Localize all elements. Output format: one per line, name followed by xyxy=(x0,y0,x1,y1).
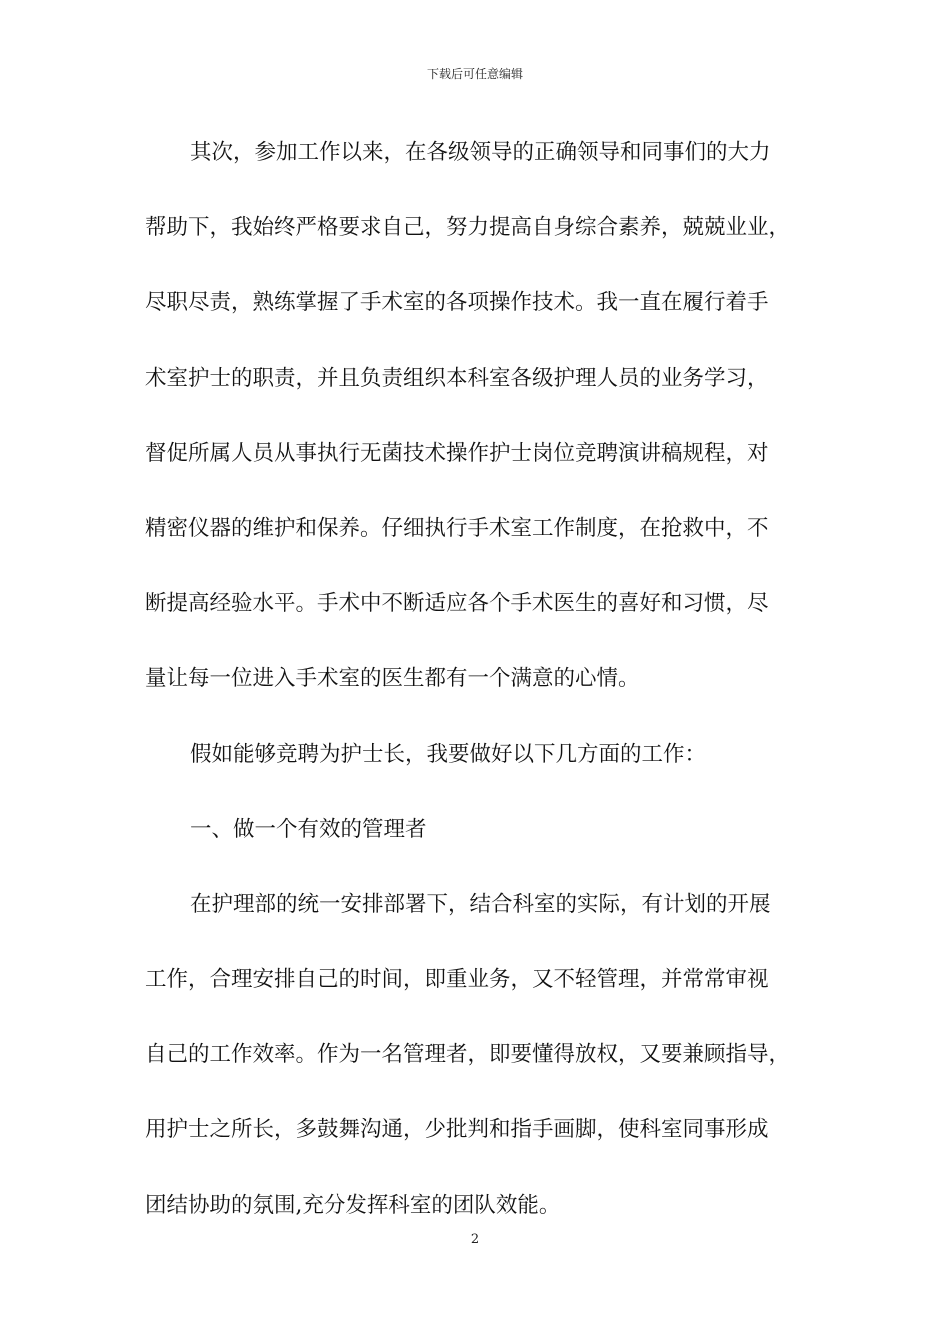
paragraph-line: 团结协助的氛围,充分发挥科室的团队效能。 xyxy=(145,1192,561,1218)
document-body xyxy=(145,120,813,1248)
paragraph-line: 精密仪器的维护和保养。仔细执行手术室工作制度，在抢救中，不 xyxy=(145,515,769,541)
paragraph-line: 假如能够竞聘为护士长，我要做好以下几方面的工作： xyxy=(190,741,707,767)
paragraph-line: 术室护士的职责，并且负责组织本科室各级护理人员的业务学习， xyxy=(145,365,769,391)
paragraph-line: 其次，参加工作以来，在各级领导的正确领导和同事们的大力 xyxy=(190,140,771,165)
paragraph-line: 督促所属人员从事执行无菌技术操作护士岗位竞聘演讲稿规程，对 xyxy=(145,440,769,466)
paragraph-line: 在护理部的统一安排部署下，结合科室的实际，有计划的开展 xyxy=(190,891,771,917)
paragraph-line: 帮助下，我始终严格要求自己，努力提高自身综合素养，兢兢业业， xyxy=(145,215,791,241)
paragraph-line: 尽职尽责，熟练掌握了手术室的各项操作技术。我一直在履行着手 xyxy=(145,290,769,316)
page-number: 2 xyxy=(470,1232,480,1247)
paragraph-line: 自己的工作效率。作为一名管理者，即要懂得放权，又要兼顾指导， xyxy=(145,1042,791,1068)
paragraph-line: 用护士之所长，多鼓舞沟通，少批判和指手画脚，使科室同事形成 xyxy=(145,1117,769,1143)
paragraph-line: 工作，合理安排自己的时间，即重业务，又不轻管理，并常常审视 xyxy=(145,967,769,993)
paragraph-line: 断提高经验水平。手术中不断适应各个手术医生的喜好和习惯，尽 xyxy=(145,591,769,617)
section-heading: 一、做一个有效的管理者 xyxy=(190,816,427,842)
page-header: 下载后可任意编辑 xyxy=(426,67,523,81)
paragraph-line: 量让每一位进入手术室的医生都有一个满意的心情。 xyxy=(145,666,640,692)
